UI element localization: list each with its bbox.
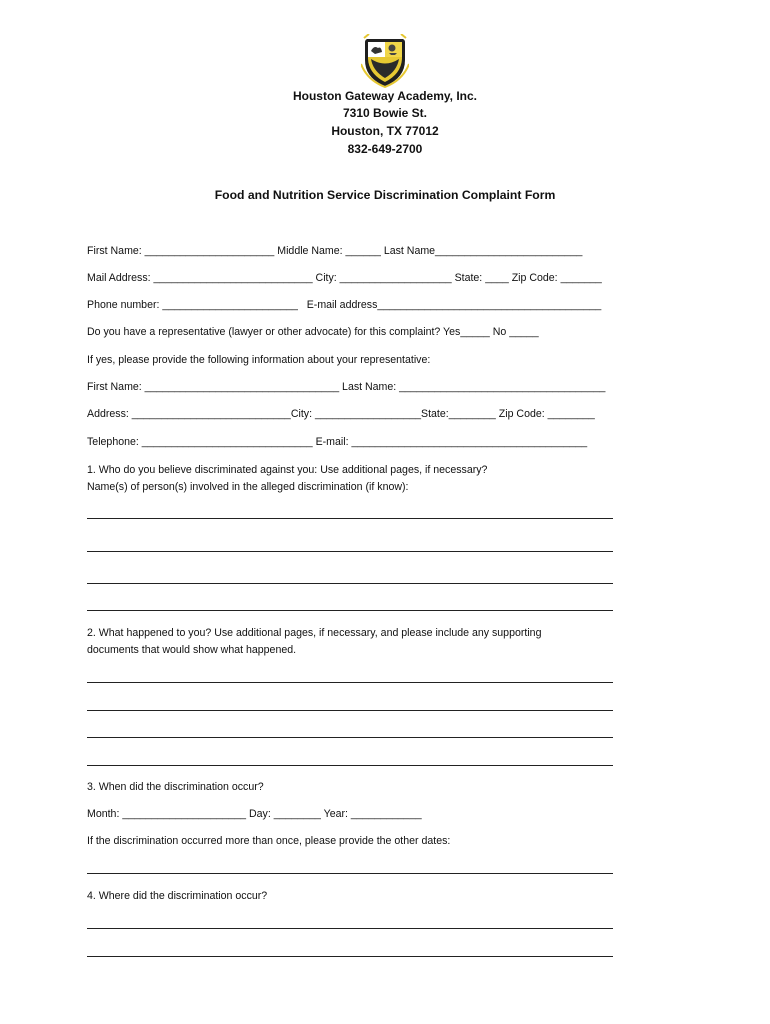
- answer-line[interactable]: [87, 551, 613, 552]
- org-name: Houston Gateway Academy, Inc.: [292, 89, 478, 103]
- street-address: 7310 Bowie St.: [342, 106, 428, 120]
- representative-question[interactable]: Do you have a representative (lawyer or other advocate) for this complaint? Yes_____ No _____: [87, 326, 539, 338]
- answer-line[interactable]: [87, 765, 613, 766]
- rep-name-field[interactable]: First Name: _________________________________ Last Name: ___________________________________: [87, 381, 606, 393]
- question-1: 1. Who do you believe discriminated against you: Use additional pages, if necessary?: [87, 464, 488, 476]
- answer-line[interactable]: [87, 737, 613, 738]
- date-fields[interactable]: Month: _____________________ Day: ________ Year: ____________: [87, 808, 422, 820]
- answer-line[interactable]: [87, 928, 613, 929]
- question-3: 3. When did the discrimination occur?: [87, 781, 264, 793]
- mail-address-field[interactable]: Mail Address: ___________________________ City: ___________________ State: ____ Zip Code: _______: [87, 272, 602, 284]
- answer-line[interactable]: [87, 518, 613, 519]
- question-4: 4. Where did the discrimination occur?: [87, 890, 268, 902]
- answer-line[interactable]: [87, 873, 613, 874]
- answer-line[interactable]: [87, 956, 613, 957]
- question-2-subtext: documents that would show what happened.: [87, 644, 297, 656]
- answer-line[interactable]: [87, 710, 613, 711]
- representative-intro: If yes, please provide the following information about your representative:: [87, 354, 431, 366]
- school-crest-logo: [361, 34, 409, 88]
- form-title: Food and Nutrition Service Discrimination Complaint Form: [214, 188, 556, 202]
- other-dates-prompt: If the discrimination occurred more than once, please provide the other dates:: [87, 835, 451, 847]
- rep-phone-email-field[interactable]: Telephone: _____________________________ E-mail: ________________________________________: [87, 436, 588, 448]
- answer-line[interactable]: [87, 583, 613, 584]
- answer-line[interactable]: [87, 682, 613, 683]
- phone-email-field[interactable]: Phone number: _______________________ E-mail address______________________________________: [87, 299, 602, 311]
- question-2: 2. What happened to you? Use additional pages, if necessary, and please include any supporting: [87, 627, 542, 639]
- city-state-zip: Houston, TX 77012: [331, 124, 439, 138]
- phone-number: 832-649-2700: [347, 142, 423, 156]
- rep-address-field[interactable]: Address: ___________________________City: __________________State:________ Zip Code: ________: [87, 408, 595, 420]
- complainant-name-field[interactable]: First Name: ______________________ Middle Name: ______ Last Name_________________________: [87, 245, 583, 257]
- question-1-subtext: Name(s) of person(s) involved in the alleged discrimination (if know):: [87, 481, 409, 493]
- answer-line[interactable]: [87, 610, 613, 611]
